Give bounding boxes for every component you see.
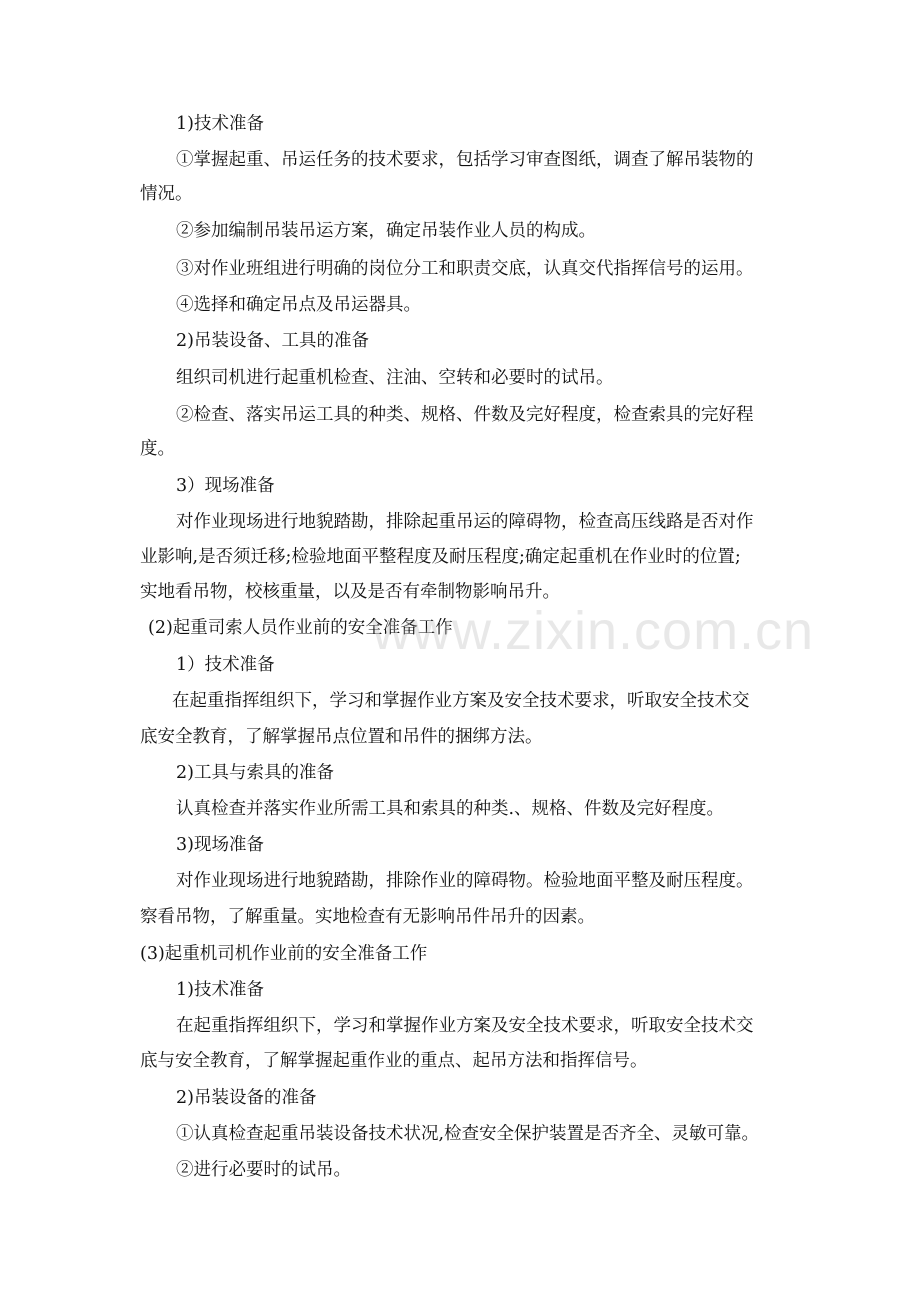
section-3-heading: (3)起重机司机作业前的安全准备工作 [140, 944, 428, 964]
paragraph-site-line-3: 实地看吊物，校核重量，以及是否有牵制物影响吊升。 [140, 582, 560, 602]
heading-tech-prep-2: 1）技术准备 [176, 655, 275, 675]
item-trial-lift: ②进行必要时的试吊。 [176, 1160, 351, 1180]
heading-equipment-prep: 2)吊装设备、工具的准备 [176, 331, 369, 351]
paragraph-driver-check: 组织司机进行起重机检查、注油、空转和必要时的试吊。 [176, 368, 614, 388]
heading-site-prep-1: 3）现场准备 [176, 476, 275, 496]
paragraph-site2-line-2: 察看吊物，了解重量。实地检查有无影响吊件吊升的因素。 [140, 907, 595, 927]
paragraph-tools: 认真检查并落实作业所需工具和索具的种类.、规格、件数及完好程度。 [176, 799, 725, 819]
heading-site-prep-2: 3)现场准备 [176, 835, 264, 855]
item-3: ③对作业班组进行明确的岗位分工和职责交底，认真交代指挥信号的运用。 [176, 259, 754, 279]
item-1-line-2: 情况。 [140, 184, 193, 204]
item-check-line-2: 度。 [140, 439, 175, 459]
paragraph-rigger-line-2: 底安全教育，了解掌握吊点位置和吊件的捆绑方法。 [140, 727, 543, 747]
paragraph-operator-line-1: 在起重指挥组织下，学习和掌握作业方案及安全技术要求，听取安全技术交 [176, 1016, 754, 1036]
heading-tech-prep-1: 1)技术准备 [176, 114, 264, 134]
item-4: ④选择和确定吊点及吊运器具。 [176, 295, 421, 315]
heading-tech-prep-3: 1)技术准备 [176, 980, 264, 1000]
paragraph-site2-line-1: 对作业现场进行地貌踏勘，排除作业的障碍物。检验地面平整及耐压程度。 [176, 871, 754, 891]
heading-equipment-prep-2: 2)吊装设备的准备 [176, 1088, 317, 1108]
item-equipment-check: ①认真检查起重吊装设备技术状况,检查安全保护装置是否齐全、灵敏可靠。 [176, 1124, 760, 1144]
paragraph-rigger-line-1: 在起重指挥组织下，学习和掌握作业方案及安全技术要求，听取安全技术交 [172, 691, 750, 711]
item-check-line-1: ②检查、落实吊运工具的种类、规格、件数及完好程度，检查索具的完好程 [176, 405, 754, 425]
paragraph-operator-line-2: 底与安全教育，了解掌握起重作业的重点、起吊方法和指挥信号。 [140, 1051, 648, 1071]
heading-tools-prep: 2)工具与索具的准备 [176, 763, 334, 783]
section-2-heading: (2)起重司索人员作业前的安全准备工作 [148, 618, 453, 638]
paragraph-site-line-1: 对作业现场进行地貌踏勘，排除起重吊运的障碍物，检查高压线路是否对作 [176, 512, 754, 532]
item-1-line-1: ①掌握起重、吊运任务的技术要求，包括学习审查图纸，调查了解吊装物的 [176, 150, 754, 170]
item-2: ②参加编制吊装吊运方案，确定吊装作业人员的构成。 [176, 221, 596, 241]
paragraph-site-line-2: 业影响,是否须迁移;检验地面平整程度及耐压程度;确定起重机在作业时的位置; [140, 547, 741, 567]
watermark: www.zixin.com.cn [372, 601, 815, 661]
